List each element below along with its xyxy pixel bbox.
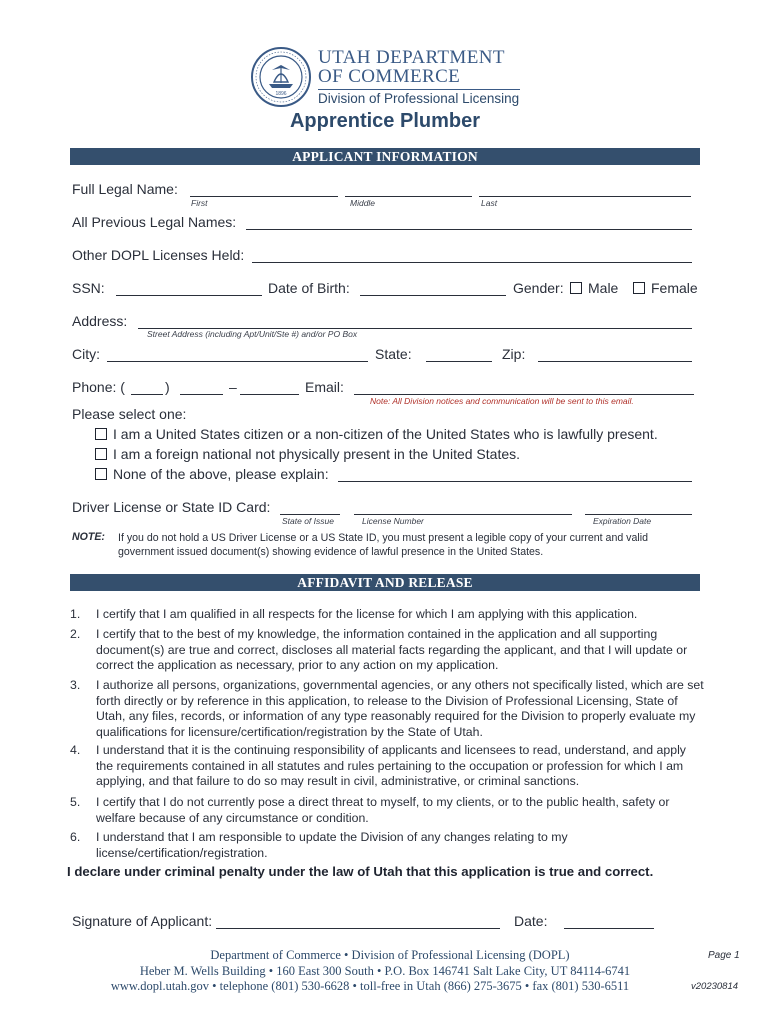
previous-names-field[interactable] <box>246 229 692 230</box>
full-legal-name-label: Full Legal Name: <box>72 181 178 197</box>
email-label: Email: <box>305 379 344 395</box>
male-label: Male <box>588 280 619 296</box>
none-checkbox[interactable] <box>95 468 107 480</box>
page-number: Page 1 <box>708 950 740 961</box>
logo <box>250 44 522 110</box>
first-hint: First <box>191 198 208 208</box>
agency-line-1: UTAH DEPARTMENT <box>318 47 505 68</box>
expiration-date-hint: Expiration Date <box>593 516 652 526</box>
affidavit-item <box>70 795 705 826</box>
email-field[interactable] <box>354 394 694 395</box>
phone-prefix-field[interactable] <box>180 394 223 395</box>
phone-paren: ) <box>165 379 170 395</box>
female-checkbox[interactable] <box>633 282 645 294</box>
email-note: Note: All Division notices and communication will be sent to this email. <box>370 396 634 406</box>
zip-label: Zip: <box>502 346 526 362</box>
applicant-section-header: APPLICANT INFORMATION <box>70 148 700 165</box>
zip-field[interactable] <box>538 361 692 362</box>
phone-area-field[interactable] <box>131 394 163 395</box>
ssn-field[interactable] <box>116 295 262 296</box>
date-field[interactable] <box>564 928 654 929</box>
affidavit-item-text: I certify that to the best of my knowledge, the information contained in the application and all supporting document(s) are true and correct, discloses all material facts regarding the applicant, and that I will update or correct the application as necessary, prior to any action on my application. <box>96 627 688 672</box>
previous-names-label: All Previous Legal Names: <box>72 214 237 230</box>
division-name: Division of Professional Licensing <box>318 91 520 106</box>
affidavit-section-header: AFFIDAVIT AND RELEASE <box>70 574 700 591</box>
city-field[interactable] <box>107 361 368 362</box>
affidavit-item-text: I certify that I do not currently pose a direct threat to myself, to my clients, or to the public health, safety or welfare because of any circumstance or condition. <box>96 795 670 825</box>
affidavit-item-text: I understand that I am responsible to update the Division of any changes relating to my license/certification/registration. <box>96 830 568 860</box>
logo-divider <box>318 89 520 90</box>
state-label: State: <box>375 346 412 362</box>
dob-label: Date of Birth: <box>268 280 350 296</box>
gender-label: Gender: <box>513 280 564 296</box>
affidavit-item-number: 4. <box>70 743 81 757</box>
affidavit-item <box>70 830 705 861</box>
affidavit-item <box>70 743 705 790</box>
phone-dash: – <box>229 379 237 395</box>
dob-field[interactable] <box>360 295 506 296</box>
signature-field[interactable] <box>216 928 500 929</box>
driver-license-label: Driver License or State ID Card: <box>72 499 271 515</box>
state-of-issue-hint: State of Issue <box>282 516 334 526</box>
footer-line-2: Heber M. Wells Building • 160 East 300 South • P.O. Box 146741 Salt Lake City, UT 84114-6741 <box>139 964 631 978</box>
affidavit-item-text: I understand that it is the continuing responsibility of applicants and licensees to read, understand, and apply the requirements contained in all statutes and rules pertaining to the occupation or profession for which I am applying, and that failure to do so may result in civil, administrative, or criminal sanctions. <box>96 743 686 788</box>
female-label: Female <box>651 280 698 296</box>
license-number-field[interactable] <box>354 514 572 515</box>
seal-year: 1896 <box>275 91 287 97</box>
affidavit-item-number: 3. <box>70 678 81 692</box>
affidavit-item <box>70 627 705 674</box>
note-label: NOTE: <box>72 531 105 543</box>
middle-hint: Middle <box>350 198 376 208</box>
affidavit-item <box>70 678 705 740</box>
footer-line-1: Department of Commerce • Division of Professional Licensing (DOPL) <box>210 948 570 962</box>
city-label: City: <box>72 346 100 362</box>
gender-female-option[interactable] <box>633 280 698 296</box>
address-hint: Street Address (including Apt/Unit/Ste #) and/or PO Box <box>147 329 358 339</box>
state-of-issue-field[interactable] <box>280 514 340 515</box>
male-checkbox[interactable] <box>570 282 582 294</box>
citizen-option[interactable] <box>95 426 658 442</box>
affidavit-item-number: 1. <box>70 607 81 621</box>
none-option[interactable] <box>95 466 329 482</box>
date-label: Date: <box>514 913 548 929</box>
last-name-field[interactable] <box>479 196 691 197</box>
last-hint: Last <box>481 198 498 208</box>
affidavit-item-number: 6. <box>70 830 81 844</box>
explain-field[interactable] <box>338 481 692 482</box>
affidavit-item-number: 5. <box>70 795 81 809</box>
affidavit-item-text: I authorize all persons, organizations, governmental agencies, or any others not specifically listed, which are set forth directly or by reference in this application, to release to the Division of Professional Licensing, State of Utah, any files, records, or information of any type reasonably required for the Division to properly evaluate my qualifications for licensure/certification/registration by the State of Utah. <box>96 678 704 739</box>
phone-line-field[interactable] <box>240 394 299 395</box>
affidavit-item-text: I certify that I am qualified in all respects for the license for which I am applying with this application. <box>96 607 638 621</box>
first-name-field[interactable] <box>190 196 338 197</box>
other-licenses-label: Other DOPL Licenses Held: <box>72 247 245 263</box>
affidavit-item <box>70 607 705 623</box>
state-field[interactable] <box>426 361 492 362</box>
foreign-national-option[interactable] <box>95 446 520 462</box>
version-label: v20230814 <box>691 981 739 992</box>
middle-name-field[interactable] <box>345 196 472 197</box>
expiration-date-field[interactable] <box>585 514 692 515</box>
gender-male-option[interactable] <box>570 280 618 296</box>
phone-label: Phone: ( <box>72 379 125 395</box>
none-option-label: None of the above, please explain: <box>113 466 329 482</box>
license-number-hint: License Number <box>362 516 424 526</box>
agency-line-2: OF COMMERCE <box>318 66 461 87</box>
page-title: Apprentice Plumber <box>289 110 481 132</box>
foreign-national-label: I am a foreign national not physically present in the United States. <box>113 446 521 462</box>
please-select-label: Please select one: <box>72 406 187 422</box>
declaration: I declare under criminal penalty under the law of Utah that this application is true and correct. <box>67 864 654 879</box>
signature-label: Signature of Applicant: <box>72 913 213 929</box>
address-label: Address: <box>72 313 128 329</box>
state-seal-icon <box>250 46 312 108</box>
affidavit-item-number: 2. <box>70 627 81 641</box>
note-text: If you do not hold a US Driver License or a US State ID, you must present a legible copy of your current and valid government issued document(s) showing evidence of lawful presence in the United States. <box>118 532 648 558</box>
other-licenses-field[interactable] <box>252 262 692 263</box>
footer-line-3: www.dopl.utah.gov • telephone (801) 530-6628 • toll-free in Utah (866) 275-3675 • fax (801) 530-6511 <box>110 979 630 993</box>
ssn-label: SSN: <box>72 280 105 296</box>
citizen-option-label: I am a United States citizen or a non-citizen of the United States who is lawfully present. <box>113 426 658 442</box>
foreign-national-checkbox[interactable] <box>95 448 107 460</box>
citizen-checkbox[interactable] <box>95 428 107 440</box>
